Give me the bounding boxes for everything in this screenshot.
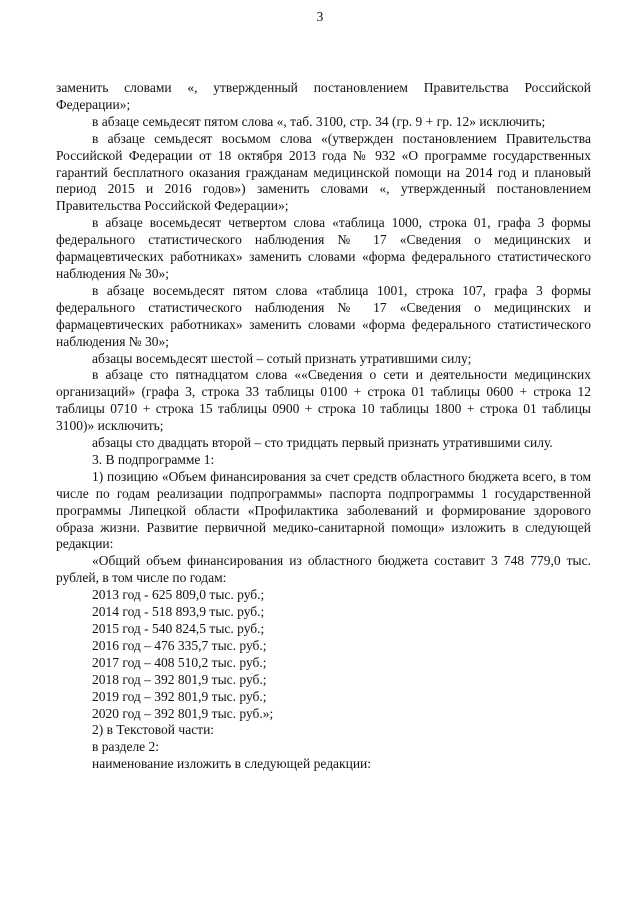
funding-year-item: 2017 год – 408 510,2 тыс. руб.;	[92, 654, 267, 670]
funding-year-item: 2016 год – 476 335,7 тыс. руб.;	[92, 637, 267, 653]
paragraph: в абзаце семьдесят пятом слова «, таб. 3100, стр. 34 (гр. 9 + гр. 12» исключить;	[92, 113, 546, 129]
paragraph: в абзаце восемьдесят четвертом слова «таблица 1000, строка 01, графа 3 формы федерального статистического наблюдения № 17 «Сведения о медицинских и фармацевтических работниках» заменить словами «форма федерального статистического наблюдения № 30»;	[56, 215, 591, 281]
paragraph: заменить словами «, утвержденный постановлением Правительства Российской Федерации»;	[56, 80, 591, 112]
funding-by-year-list	[56, 587, 591, 722]
paragraph-group-top	[56, 80, 591, 587]
paragraph: в разделе 2:	[92, 739, 160, 755]
paragraph: «Общий объем финансирования из областного бюджета составит 3 748 779,0 тыс. рублей, в том числе по годам:	[56, 553, 591, 586]
paragraph: 2) в Текстовой части:	[92, 722, 215, 738]
paragraph: в абзаце восемьдесят пятом слова «таблица 1001, строка 107, графа 3 формы федерального статистического наблюдения № 17 «Сведения о медицинских и фармацевтических работниках» заменить словами «форма федерального статистического наблюдения № 30»;	[56, 282, 591, 349]
paragraph: в абзаце семьдесят восьмом слова «(утвержден постановлением Правительства Российской Федерации от 18 октября 2013 года № 932 «О программе государственных гарантий бесплатного оказания гражданам медицинской помощи на 2014 год и плановый период 2015 и 2016 годов») заменить словами «, утвержденный постановлением Правительства Российской Федерации»;	[56, 130, 591, 214]
document-body	[56, 80, 591, 773]
paragraph: наименование изложить в следующей редакции:	[92, 756, 372, 772]
funding-year-item: 2019 год – 392 801,9 тыс. руб.;	[92, 688, 267, 704]
funding-year-item: 2020 год – 392 801,9 тыс. руб.»;	[92, 705, 274, 721]
funding-year-item: 2013 год - 625 809,0 тыс. руб.;	[92, 587, 265, 603]
paragraph: в абзаце сто пятнадцатом слова ««Сведения о сети и деятельности медицинских организаций» (графа 3, строка 33 таблицы 0100 + строка 01 таблицы 0600 + строка 12 таблицы 0710 + строка 15 таблицы 0900 + строка 10 таблицы 1800 + строка 01 таблицы 3100)» исключить;	[56, 367, 591, 434]
paragraph: абзацы восемьдесят шестой – сотый признать утратившими силу;	[92, 350, 472, 366]
paragraph-group-bottom	[56, 722, 591, 773]
paragraph: абзацы сто двадцать второй – сто тридцать первый признать утратившими силу.	[92, 435, 553, 451]
funding-year-item: 2018 год – 392 801,9 тыс. руб.;	[92, 671, 267, 687]
paragraph: 3. В подпрограмме 1:	[92, 451, 215, 467]
funding-year-item: 2014 год - 518 893,9 тыс. руб.;	[92, 604, 265, 620]
funding-year-item: 2015 год - 540 824,5 тыс. руб.;	[92, 621, 265, 636]
page-number: 3	[316, 9, 324, 24]
paragraph: 1) позицию «Объем финансирования за счет средств областного бюджета всего, в том числе по годам реализации подпрограммы» паспорта подпрограммы 1 государственной программы Липецкой области «Профилактика заболеваний и формирование здорового образа жизни. Развитие первичной медико-санитарной помощи» изложить в следующей редакции:	[56, 468, 591, 552]
